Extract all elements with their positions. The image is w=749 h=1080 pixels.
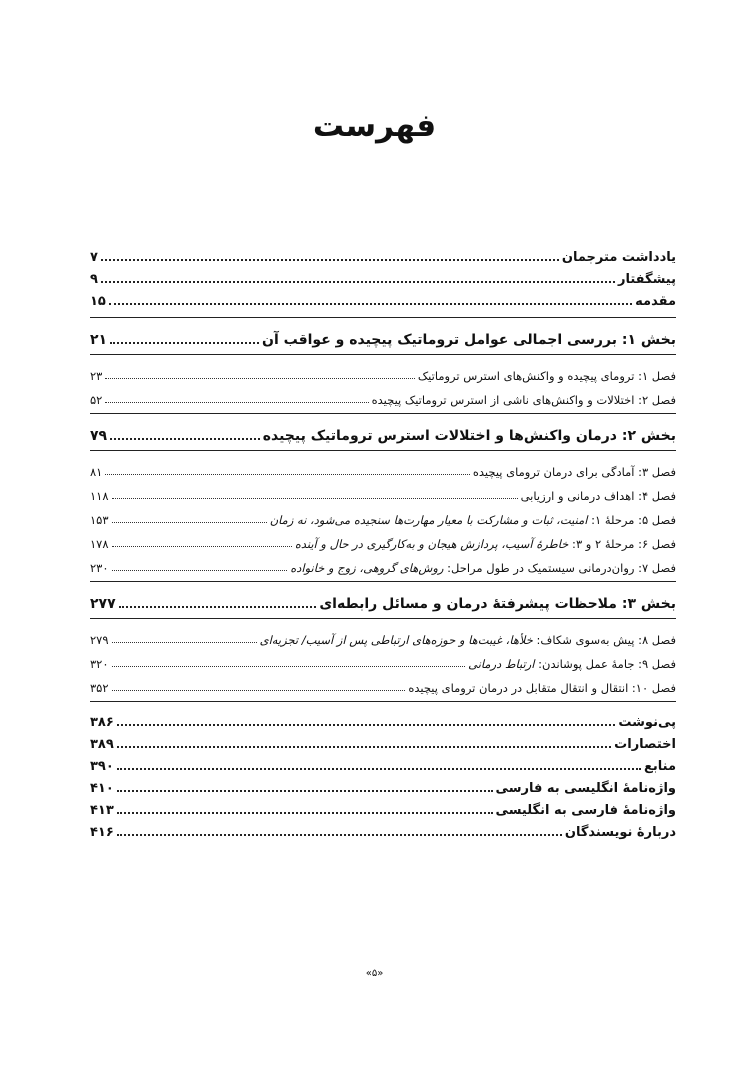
chapter-prefix: فصل ۵: مرحلهٔ ۱: <box>587 513 676 527</box>
leader-dots <box>112 690 406 691</box>
leader-dots <box>117 790 493 792</box>
entry-label: اختصارات <box>614 737 676 752</box>
chapter-page: ۳۲۰ <box>90 657 109 671</box>
chapter-label <box>260 633 676 647</box>
chapter-label: فصل ۱۰: انتقال و انتقال متقابل در درمان ترومای پیچیده <box>408 681 676 695</box>
toc-entry-introduction[interactable] <box>90 287 676 309</box>
chapter-page: ۲۷۹ <box>90 633 109 647</box>
entry-page: ۳۹۰ <box>90 759 114 774</box>
toc-chapter-8[interactable] <box>90 623 676 647</box>
chapter-label <box>295 537 676 551</box>
entry-label: پیشگفتار <box>617 272 676 287</box>
entry-label: منابع <box>644 759 676 774</box>
chapter-label <box>290 561 676 575</box>
chapter-prefix: فصل ۹: جامهٔ عمل پوشاندن: <box>534 657 676 671</box>
part-label: بخش ۲: درمان واکنش‌ها و اختلالات استرس تروماتیک پیچیده <box>262 428 676 444</box>
leader-dots <box>109 303 632 305</box>
chapter-page: ۲۳۰ <box>90 561 109 575</box>
leader-dots <box>112 570 288 571</box>
leader-dots <box>117 724 616 726</box>
chapter-page: ۸۱ <box>90 465 103 479</box>
leader-dots <box>112 666 466 667</box>
leader-dots <box>117 812 493 814</box>
leader-dots <box>117 834 562 836</box>
leader-dots <box>110 438 260 440</box>
leader-dots <box>110 342 259 344</box>
part-page: ۷۹ <box>90 428 108 444</box>
part-label: بخش ۳: ملاحظات پیشرفتهٔ درمان و مسائل رابطه‌ای <box>319 596 676 612</box>
chapter-label: فصل ۲: اختلالات و واکنش‌های ناشی از استرس تروماتیک پیچیده <box>371 393 676 407</box>
toc-chapter-6[interactable] <box>90 527 676 551</box>
entry-page: ۹ <box>90 272 98 287</box>
leader-dots <box>105 474 470 475</box>
entry-page: ۴۱۳ <box>90 803 114 818</box>
leader-dots <box>117 746 611 748</box>
toc-entry-about-authors[interactable] <box>90 818 676 840</box>
toc-entry-translators-note[interactable] <box>90 243 676 265</box>
chapter-page: ۱۵۳ <box>90 513 109 527</box>
entry-page: ۱۵ <box>90 294 106 309</box>
leader-dots <box>101 259 559 261</box>
toc-chapter-4[interactable] <box>90 479 676 503</box>
toc-chapter-10[interactable] <box>90 671 676 695</box>
chapter-prefix: فصل ۷: روان‌درمانی سیستمیک در طول مراحل: <box>443 561 676 575</box>
chapter-label: فصل ۱: ترومای پیچیده و واکنش‌های استرس تروماتیک <box>417 369 676 383</box>
toc-entry-glossary-en-fa[interactable] <box>90 774 676 796</box>
toc-entry-abbreviations[interactable] <box>90 730 676 752</box>
part-page: ۲۱ <box>90 332 108 348</box>
entry-label: مقدمه <box>635 294 676 309</box>
leader-dots <box>112 546 292 547</box>
leader-dots <box>112 642 257 643</box>
chapter-subtitle: خلأها، غیبت‌ها و حوزه‌های ارتباطی پس از آسیب/ تجزیه‌ای <box>259 633 533 647</box>
entry-label: واژه‌نامهٔ انگلیسی به فارسی <box>495 781 676 796</box>
entry-page: ۴۱۶ <box>90 825 114 840</box>
toc-part-1[interactable] <box>90 324 676 348</box>
leader-dots <box>101 281 615 283</box>
chapter-label <box>468 657 676 671</box>
entry-label: دربارهٔ نویسندگان <box>564 825 676 840</box>
chapter-page: ۱۷۸ <box>90 537 109 551</box>
toc-chapter-7[interactable] <box>90 551 676 575</box>
chapter-subtitle: روش‌های گروهی، زوج و خانواده <box>290 561 444 575</box>
entry-page: ۳۸۹ <box>90 737 114 752</box>
entry-label: یادداشت مترجمان <box>561 250 676 265</box>
part-label: بخش ۱: بررسی اجمالی عوامل تروماتیک پیچیده و عواقب آن <box>262 332 676 348</box>
chapter-page: ۵۲ <box>90 393 103 407</box>
toc-chapter-2[interactable] <box>90 383 676 407</box>
leader-dots <box>112 498 518 499</box>
chapter-page: ۳۵۲ <box>90 681 109 695</box>
leader-dots <box>112 522 267 523</box>
entry-label: پی‌نوشت <box>618 715 676 730</box>
chapter-prefix: فصل ۶: مرحلهٔ ۲ و ۳: <box>568 537 676 551</box>
chapter-label: فصل ۳: آمادگی برای درمان ترومای پیچیده <box>472 465 676 479</box>
leader-dots <box>117 768 641 770</box>
toc-entry-glossary-fa-en[interactable] <box>90 796 676 818</box>
page-title: فهرست <box>312 108 437 144</box>
toc-chapter-1[interactable] <box>90 359 676 383</box>
leader-dots <box>105 402 368 403</box>
entry-page: ۷ <box>90 250 98 265</box>
toc-part-3[interactable] <box>90 588 676 612</box>
leader-dots <box>119 606 317 608</box>
chapter-subtitle: امنیت، ثبات و مشارکت با معیار مهارت‌ها سنجیده می‌شود، نه زمان <box>269 513 588 527</box>
page-number: «۵» <box>365 968 384 979</box>
chapter-subtitle: ارتباط درمانی <box>468 657 535 671</box>
chapter-label: فصل ۴: اهداف درمانی و ارزیابی <box>520 489 676 503</box>
chapter-page: ۱۱۸ <box>90 489 109 503</box>
toc-chapter-9[interactable] <box>90 647 676 671</box>
toc-chapter-5[interactable] <box>90 503 676 527</box>
chapter-subtitle: خاطرهٔ آسیب، پردازش هیجان و به‌کارگیری در حال و آینده <box>294 537 569 551</box>
toc-part-2[interactable] <box>90 420 676 444</box>
table-of-contents <box>90 243 676 840</box>
toc-entry-foreword[interactable] <box>90 265 676 287</box>
toc-chapter-3[interactable] <box>90 455 676 479</box>
chapter-prefix: فصل ۸: پیش به‌سوی شکاف: <box>532 633 676 647</box>
chapter-page: ۲۳ <box>90 369 103 383</box>
entry-page: ۴۱۰ <box>90 781 114 796</box>
entry-page: ۳۸۶ <box>90 715 114 730</box>
toc-entry-references[interactable] <box>90 752 676 774</box>
leader-dots <box>105 378 415 379</box>
part-page: ۲۷۷ <box>90 596 116 612</box>
chapter-label <box>270 513 676 527</box>
toc-entry-endnotes[interactable] <box>90 708 676 730</box>
entry-label: واژه‌نامهٔ فارسی به انگلیسی <box>495 803 676 818</box>
